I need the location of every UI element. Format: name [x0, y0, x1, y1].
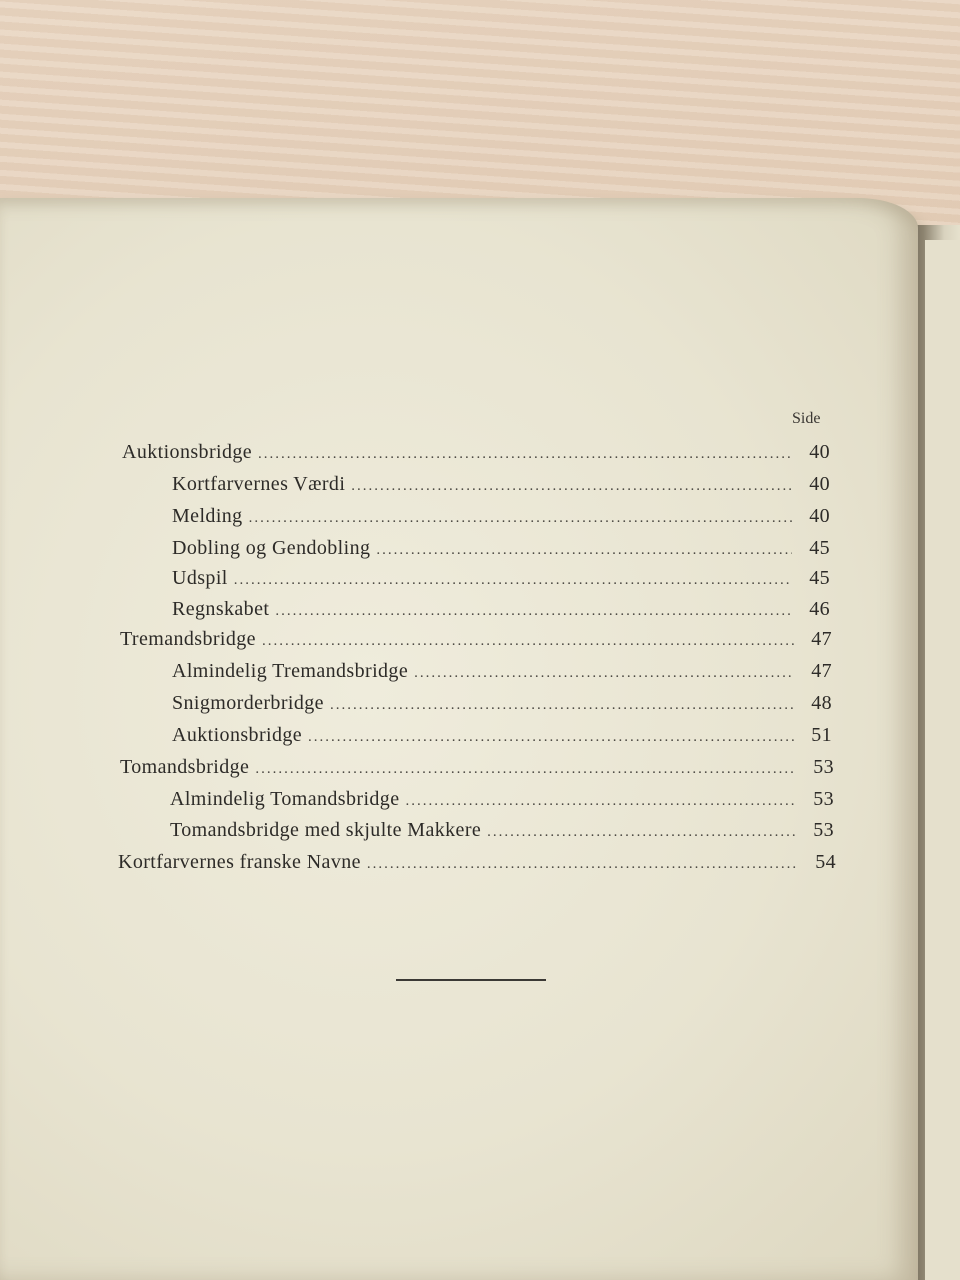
dot-leader [351, 478, 792, 495]
dot-leader [487, 824, 796, 841]
toc-entry-page: 47 [811, 628, 832, 650]
toc-entry-label: Kortfarvernes Værdi [172, 473, 346, 495]
toc-entry-page: 47 [811, 660, 832, 682]
toc-entry-label: Kortfarvernes franske Navne [118, 851, 361, 873]
toc-entry [172, 473, 830, 499]
toc-entry-page: 40 [809, 441, 830, 463]
dot-leader [367, 856, 798, 873]
toc-entry-page: 51 [811, 724, 832, 746]
toc-entry [120, 628, 832, 654]
dot-leader [258, 446, 792, 463]
toc-entry [118, 851, 836, 877]
toc-entry-label: Auktionsbridge [172, 724, 303, 746]
toc-entry-page: 53 [813, 756, 834, 778]
toc-entry [170, 788, 834, 814]
dot-leader [308, 729, 794, 746]
toc-entry-page: 40 [809, 505, 830, 527]
toc-entry-page: 54 [815, 851, 836, 873]
toc-entry [120, 756, 834, 782]
toc-entry-label: Snigmorderbridge [172, 692, 324, 714]
dot-leader [330, 697, 794, 714]
dot-leader [255, 761, 796, 778]
toc-entry-page: 53 [813, 788, 834, 810]
dot-leader [262, 633, 794, 650]
dot-leader [234, 572, 792, 589]
toc-entry-label: Tomandsbridge med skjulte Makkere [170, 819, 482, 841]
dot-leader [249, 510, 792, 527]
toc-entry-label: Melding [172, 505, 243, 527]
toc-entry [172, 692, 832, 718]
section-divider-rule [396, 979, 546, 981]
toc-entry-label: Auktionsbridge [122, 441, 253, 463]
toc-entry-label: Dobling og Gendobling [172, 537, 371, 559]
toc-entry [172, 505, 830, 531]
toc-entry [172, 660, 832, 686]
toc-entry-label: Almindelig Tremandsbridge [172, 660, 409, 682]
toc-entry-label: Tremandsbridge [120, 628, 256, 650]
dot-leader [405, 793, 796, 810]
page-column-heading: Side [792, 410, 821, 427]
toc-entry [170, 819, 834, 845]
toc-entry [172, 724, 832, 750]
toc-entry-label: Almindelig Tomandsbridge [170, 788, 400, 810]
toc-entry-page: 40 [809, 473, 830, 495]
toc-entry [172, 567, 830, 593]
toc-entry-page: 48 [811, 692, 832, 714]
toc-entry [172, 537, 830, 563]
dot-leader [376, 542, 792, 559]
toc-entry-label: Regnskabet [172, 598, 270, 620]
toc-entry [122, 441, 830, 467]
toc-entry-page: 53 [813, 819, 834, 841]
toc-entry-page: 46 [809, 598, 830, 620]
toc-entry-page: 45 [809, 567, 830, 589]
toc-entry-label: Tomandsbridge [120, 756, 250, 778]
dot-leader [275, 603, 792, 620]
toc-entry-page: 45 [809, 537, 830, 559]
toc-entry [172, 598, 830, 624]
toc-entry-label: Udspil [172, 567, 228, 589]
dot-leader [414, 665, 794, 682]
